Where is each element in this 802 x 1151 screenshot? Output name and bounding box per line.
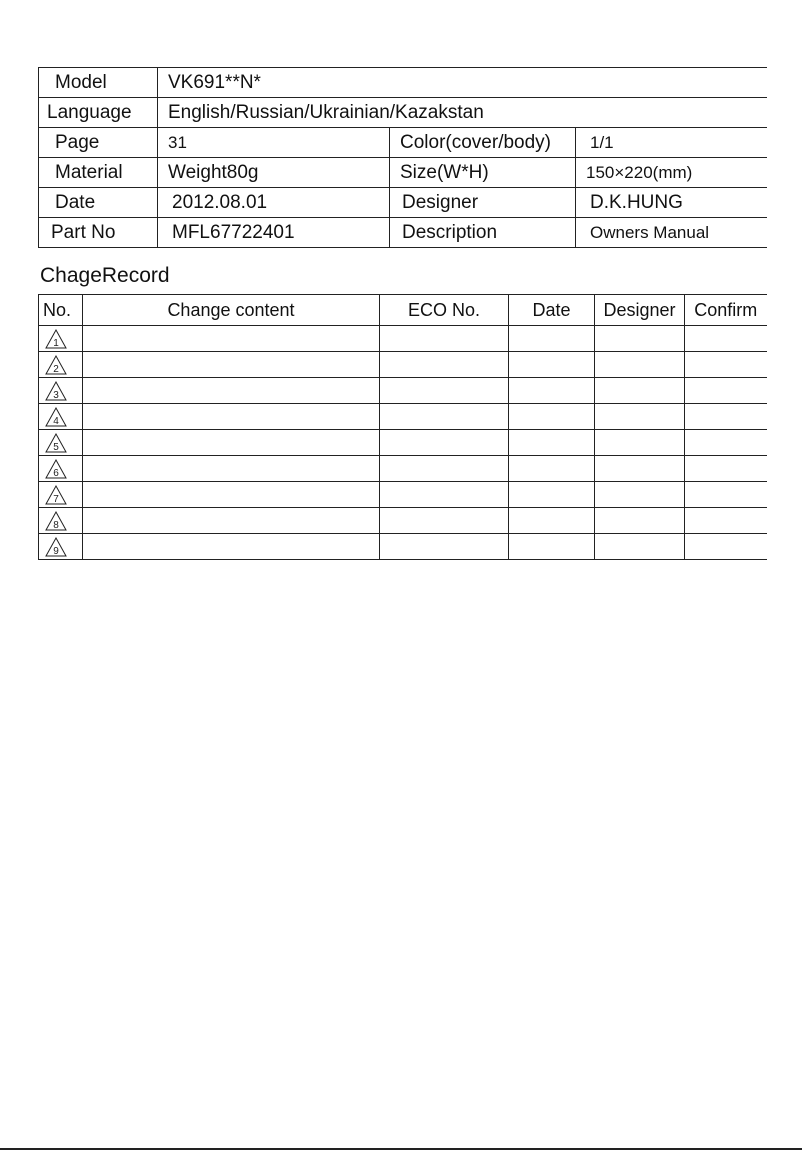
info-row-date [39,188,767,218]
change-record-row [39,508,767,534]
revision-number-cell [39,326,83,352]
designer-cell [595,482,685,508]
change-record-title: ChageRecord [40,264,170,287]
revision-triangle-icon [45,381,67,401]
date-cell [509,404,595,430]
designer-cell [595,378,685,404]
date-cell [509,326,595,352]
date-label: Date [39,188,158,218]
date-cell [509,508,595,534]
revision-triangle-icon [45,485,67,505]
designer-value: D.K.HUNG [576,188,767,218]
date-value: 2012.08.01 [158,188,390,218]
change-content-cell [83,430,380,456]
color-value: 1/1 [576,128,767,158]
header-change-content: Change content [83,295,380,326]
revision-triangle-icon [45,537,67,557]
eco-no-cell [380,482,509,508]
revision-triangle-icon [45,407,67,427]
change-record-row [39,430,767,456]
revision-number-cell [39,378,83,404]
eco-no-cell [380,326,509,352]
header-date: Date [509,295,595,326]
header-eco-no: ECO No. [380,295,509,326]
confirm-cell [685,378,767,404]
confirm-cell [685,508,767,534]
confirm-cell [685,482,767,508]
change-content-cell [83,378,380,404]
change-record-row [39,378,767,404]
confirm-cell [685,404,767,430]
info-row-language [39,98,767,128]
revision-triangle-icon [45,355,67,375]
designer-label: Designer [390,188,576,218]
info-row-page [39,128,767,158]
info-row-partno [39,218,767,248]
description-value: Owners Manual [576,218,767,248]
revision-number: 6 [53,467,59,479]
revision-number: 5 [53,441,59,453]
model-value: VK691**N* [158,68,767,98]
revision-number-cell [39,534,83,560]
change-record-row [39,326,767,352]
change-content-cell [83,326,380,352]
change-record-row [39,456,767,482]
change-content-cell [83,482,380,508]
change-content-cell [83,456,380,482]
change-record-row [39,352,767,378]
confirm-cell [685,352,767,378]
material-value: Weight80g [158,158,390,188]
change-content-cell [83,508,380,534]
eco-no-cell [380,378,509,404]
designer-cell [595,404,685,430]
revision-number-cell [39,404,83,430]
change-content-cell [83,534,380,560]
revision-number: 2 [53,363,59,375]
designer-cell [595,508,685,534]
size-value: 150×220(mm) [576,158,767,188]
document-info-table [38,67,767,248]
change-content-cell [83,352,380,378]
header-designer: Designer [595,295,685,326]
designer-cell [595,430,685,456]
revision-number-cell [39,456,83,482]
revision-number-cell [39,482,83,508]
revision-number: 4 [53,415,59,427]
date-cell [509,482,595,508]
description-label: Description [390,218,576,248]
change-record-row [39,482,767,508]
confirm-cell [685,534,767,560]
revision-number: 9 [53,545,59,557]
eco-no-cell [380,430,509,456]
info-row-material [39,158,767,188]
change-record-table [38,294,767,560]
revision-triangle-icon [45,433,67,453]
eco-no-cell [380,456,509,482]
revision-number: 3 [53,389,59,401]
date-cell [509,534,595,560]
change-content-cell [83,404,380,430]
confirm-cell [685,456,767,482]
size-label: Size(W*H) [390,158,576,188]
eco-no-cell [380,534,509,560]
confirm-cell [685,326,767,352]
change-record-header [39,295,767,326]
language-value: English/Russian/Ukrainian/Kazakstan [158,98,767,128]
page-label: Page [39,128,158,158]
revision-number-cell [39,352,83,378]
designer-cell [595,352,685,378]
revision-number-cell [39,508,83,534]
designer-cell [595,456,685,482]
date-cell [509,352,595,378]
eco-no-cell [380,352,509,378]
revision-triangle-icon [45,459,67,479]
partno-label: Part No [39,218,158,248]
revision-triangle-icon [45,511,67,531]
partno-value: MFL67722401 [158,218,390,248]
designer-cell [595,326,685,352]
change-record-row [39,404,767,430]
revision-number: 8 [53,519,59,531]
revision-triangle-icon [45,329,67,349]
eco-no-cell [380,404,509,430]
material-label: Material [39,158,158,188]
header-confirm: Confirm [685,295,767,326]
revision-number: 7 [53,493,59,505]
revision-number: 1 [53,337,59,349]
page-value: 31 [158,128,390,158]
date-cell [509,430,595,456]
date-cell [509,456,595,482]
color-label: Color(cover/body) [390,128,576,158]
change-record-row [39,534,767,560]
designer-cell [595,534,685,560]
info-row-model [39,68,767,98]
bottom-rule [0,1148,802,1150]
language-label: Language [39,98,158,128]
header-no: No. [39,295,83,326]
confirm-cell [685,430,767,456]
revision-number-cell [39,430,83,456]
eco-no-cell [380,508,509,534]
change-record-body [39,326,767,560]
model-label: Model [39,68,158,98]
date-cell [509,378,595,404]
